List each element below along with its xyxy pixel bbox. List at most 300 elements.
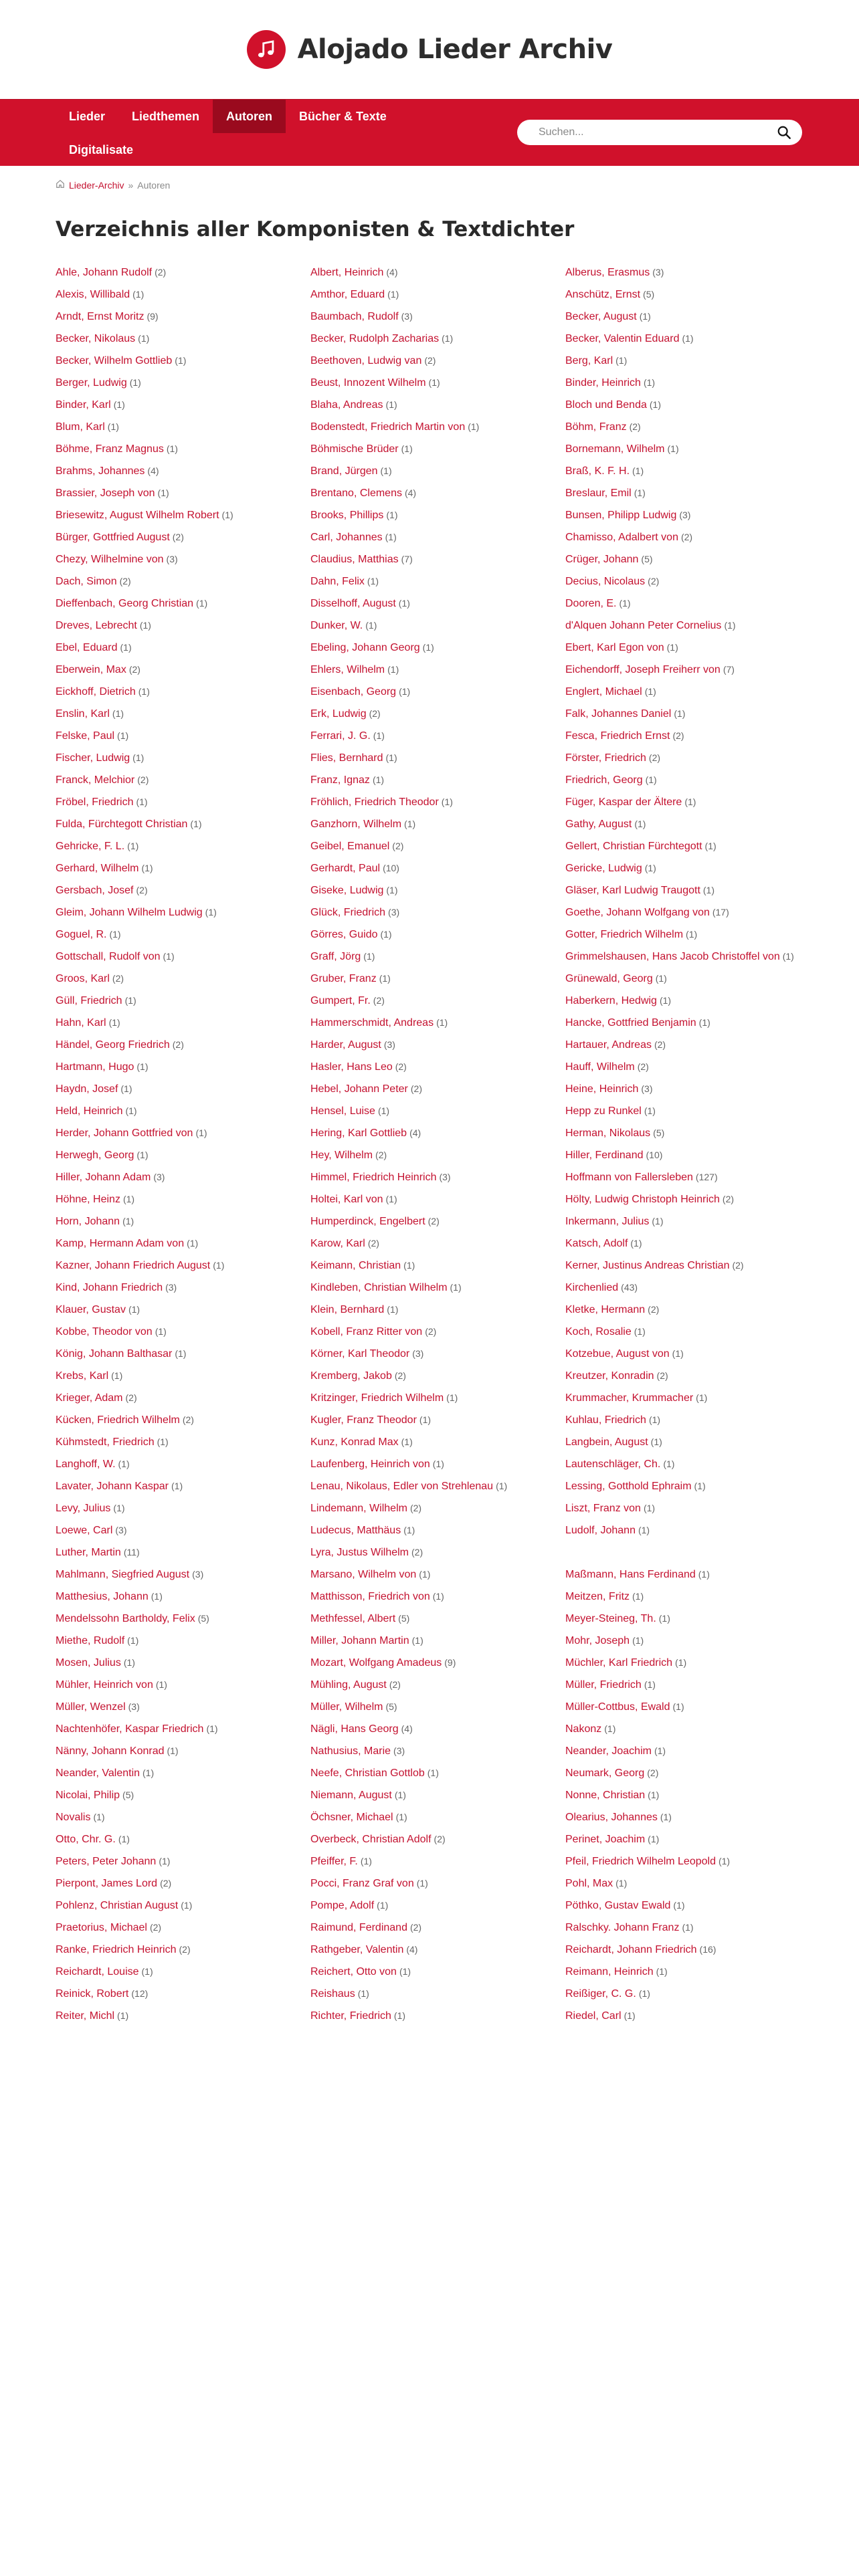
author-link[interactable]: Eickhoff, Dietrich [56,686,136,697]
author-link[interactable]: Meyer-Steineg, Th. [565,1613,656,1624]
author-link[interactable]: Brentano, Clemens [310,488,402,499]
author-link[interactable]: Hancke, Gottfried Benjamin [565,1017,696,1029]
author-link[interactable]: Disselhoff, August [310,598,396,609]
author-link[interactable]: Baumbach, Rudolf [310,311,399,322]
author-link[interactable]: Loewe, Carl [56,1525,113,1536]
author-link[interactable]: Kotzebue, August von [565,1348,670,1360]
author-link[interactable]: Brand, Jürgen [310,465,378,477]
author-link[interactable]: Kletke, Hermann [565,1304,646,1315]
author-link[interactable]: Händel, Georg Friedrich [56,1039,170,1051]
author-link[interactable]: Neumark, Georg [565,1767,645,1779]
author-link[interactable]: Kremberg, Jakob [310,1370,392,1382]
breadcrumb-root-link[interactable]: Lieder-Archiv [69,179,124,191]
author-link[interactable]: Braß, K. F. H. [565,465,630,477]
author-link[interactable]: Lessing, Gotthold Ephraim [565,1481,692,1492]
author-link[interactable]: Pfeil, Friedrich Wilhelm Leopold [565,1856,716,1867]
author-link[interactable]: Meitzen, Fritz [565,1591,630,1602]
author-link[interactable]: König, Johann Balthasar [56,1348,173,1360]
author-link[interactable]: Kreutzer, Konradin [565,1370,654,1382]
author-link[interactable]: Otto, Chr. G. [56,1834,116,1845]
song-count: (2) [395,1061,407,1072]
author-link[interactable]: Methfessel, Albert [310,1613,396,1624]
song-count: (2) [128,664,140,675]
author-link[interactable]: Kritzinger, Friedrich Wilhelm [310,1392,444,1404]
author-link[interactable]: Brooks, Phillips [310,510,384,521]
author-link[interactable]: Mühler, Heinrich von [56,1679,153,1691]
author-link[interactable]: Kobell, Franz Ritter von [310,1326,423,1337]
author-entry [565,950,814,964]
author-link[interactable]: Ganzhorn, Wilhelm [310,819,402,830]
song-count: (1) [718,1856,731,1866]
author-link[interactable]: Franz, Ignaz [310,774,370,786]
author-link[interactable]: Chezy, Wilhelmine von [56,554,164,565]
song-count: (1) [401,443,413,454]
author-link[interactable]: Bornemann, Wilhelm [565,443,665,455]
author-link[interactable]: Hammerschmidt, Andreas [310,1017,434,1029]
song-count: (1) [377,1105,390,1116]
song-count: (2) [373,995,385,1006]
author-entry [56,508,310,522]
author-link[interactable]: Müller, Wilhelm [310,1701,383,1713]
nav-item-digitalisate[interactable]: Digitalisate [69,143,134,156]
author-link[interactable]: Ludecus, Matthäus [310,1525,401,1536]
author-link[interactable]: Gleim, Johann Wilhelm Ludwig [56,907,203,918]
author-link[interactable]: Nonne, Christian [565,1790,646,1801]
author-link[interactable]: Hasler, Hans Leo [310,1061,393,1073]
author-link[interactable]: Peters, Peter Johann [56,1856,157,1867]
author-link[interactable]: Overbeck, Christian Adolf [310,1834,432,1845]
author-link[interactable]: Luther, Martin [56,1547,121,1558]
author-link[interactable]: Hebel, Johann Peter [310,1083,408,1095]
author-link[interactable]: Raimund, Ferdinand [310,1922,407,1933]
author-link[interactable]: Novalis [56,1812,91,1823]
author-link[interactable]: Becker, Valentin Eduard [565,333,680,344]
author-link[interactable]: Nachtenhöfer, Kaspar Friedrich [56,1723,204,1735]
author-link[interactable]: Böhme, Franz Magnus [56,443,164,455]
author-link[interactable]: Enslin, Karl [56,708,110,720]
author-link[interactable]: Ludolf, Johann [565,1525,636,1536]
author-link[interactable]: Hepp zu Runkel [565,1105,642,1117]
author-link[interactable]: Bloch und Benda [565,399,647,411]
author-link[interactable]: Haydn, Josef [56,1083,118,1095]
author-link[interactable]: Briesewitz, August Wilhelm Robert [56,510,219,521]
author-link[interactable]: Blum, Karl [56,421,105,433]
author-link[interactable]: Müller, Friedrich [565,1679,642,1691]
author-link[interactable]: Pohlenz, Christian August [56,1900,179,1911]
author-link[interactable]: Kühmstedt, Friedrich [56,1436,155,1448]
author-link[interactable]: Humperdinck, Engelbert [310,1216,425,1227]
author-link[interactable]: Goethe, Johann Wolfgang von [565,907,710,918]
author-link[interactable]: Eberwein, Max [56,664,126,675]
author-link[interactable]: Franck, Melchior [56,774,135,786]
song-count: (1) [181,1900,193,1911]
author-link[interactable]: Giseke, Ludwig [310,885,384,896]
author-link[interactable]: Lyra, Justus Wilhelm [310,1547,409,1558]
author-link[interactable]: Karow, Karl [310,1238,365,1249]
search-input[interactable] [539,126,775,138]
author-link[interactable]: Gotter, Friedrich Wilhelm [565,929,684,940]
author-link[interactable]: Brassier, Joseph von [56,488,155,499]
author-entry [565,398,814,412]
author-link[interactable]: Ebert, Karl Egon von [565,642,664,653]
author-link[interactable]: Gruber, Franz [310,973,377,984]
author-link[interactable]: Grünewald, Georg [565,973,653,984]
author-link[interactable]: Crüger, Johann [565,554,639,565]
author-link[interactable]: Held, Heinrich [56,1105,123,1117]
author-link[interactable]: Güll, Friedrich [56,995,122,1006]
author-link[interactable]: Mendelssohn Bartholdy, Felix [56,1613,195,1624]
author-link[interactable]: Miethe, Rudolf [56,1635,125,1646]
song-count: (1) [638,1988,650,1999]
author-link[interactable]: Gellert, Christian Fürchtegott [565,841,702,852]
author-link[interactable]: Kugler, Franz Theodor [310,1414,417,1426]
author-link[interactable]: Fröbel, Friedrich [56,796,134,808]
author-link[interactable]: Kerner, Justinus Andreas Christian [565,1260,730,1271]
song-count: (3) [165,1282,177,1293]
author-link[interactable]: Bunsen, Philipp Ludwig [565,510,677,521]
author-link[interactable]: Miller, Johann Martin [310,1635,409,1646]
author-link[interactable]: Ahle, Johann Rudolf [56,267,153,278]
author-link[interactable]: Perinet, Joachim [565,1834,646,1845]
author-link[interactable]: Hoffmann von Fallersleben [565,1172,693,1183]
author-link[interactable]: Dieffenbach, Georg Christian [56,598,194,609]
nav-item-autoren[interactable]: Autoren [213,100,286,133]
author-link[interactable]: Reichardt, Johann Friedrich [565,1944,697,1955]
author-link[interactable]: Müchler, Karl Friedrich [565,1657,673,1669]
author-link[interactable]: Graff, Jörg [310,951,361,962]
author-entry [565,376,814,390]
author-link[interactable]: Matthisson, Friedrich von [310,1591,430,1602]
song-count: (43) [621,1282,638,1293]
author-link[interactable]: Friedrich, Georg [565,774,643,786]
author-link[interactable]: Becker, Nikolaus [56,333,136,344]
author-link[interactable]: Kamp, Hermann Adam von [56,1238,185,1249]
author-link[interactable]: d'Alquen Johann Peter Cornelius [565,620,722,631]
author-link[interactable]: Laufenberg, Heinrich von [310,1459,430,1470]
author-link[interactable]: Felske, Paul [56,730,115,742]
author-entry [56,729,310,743]
nav-item-liedthemen[interactable]: Liedthemen [132,110,200,123]
song-count: (2) [648,576,660,586]
song-count: (4) [386,267,398,278]
author-entry [56,1766,310,1780]
author-entry [310,1876,565,1891]
author-link[interactable]: Krummacher, Krummacher [565,1392,694,1404]
site-title[interactable]: Alojado Lieder Archiv [297,34,613,65]
author-link[interactable]: Pocci, Franz Graf von [310,1878,414,1889]
author-link[interactable]: Kunz, Konrad Max [310,1436,399,1448]
author-link[interactable]: Herwegh, Georg [56,1150,134,1161]
nav-item-bücher-texte[interactable]: Bücher & Texte [299,110,387,123]
author-link[interactable]: Höhne, Heinz [56,1194,120,1205]
author-link[interactable]: Kücken, Friedrich Wilhelm [56,1414,180,1426]
author-link[interactable]: Flies, Bernhard [310,752,383,764]
author-link[interactable]: Mahlmann, Siegfried August [56,1569,190,1580]
author-link[interactable]: Berger, Ludwig [56,377,127,389]
author-link[interactable]: Fischer, Ludwig [56,752,130,764]
author-link[interactable]: Dooren, E. [565,598,617,609]
song-count: (1) [385,1194,397,1204]
author-link[interactable]: Neander, Valentin [56,1767,140,1779]
author-link[interactable]: Reishaus [310,1988,355,2000]
author-entry [56,905,310,920]
author-entry [565,486,814,500]
author-link[interactable]: Binder, Karl [56,399,111,411]
author-link[interactable]: Goguel, R. [56,929,107,940]
author-link[interactable]: Lautenschläger, Ch. [565,1459,661,1470]
author-link[interactable]: Nakonz [565,1723,602,1735]
author-link[interactable]: Haberkern, Hedwig [565,995,657,1006]
author-link[interactable]: Kobbe, Theodor von [56,1326,153,1337]
author-link[interactable]: Alberus, Erasmus [565,267,650,278]
author-link[interactable]: Praetorius, Michael [56,1922,147,1933]
author-link[interactable]: Förster, Friedrich [565,752,646,764]
author-link[interactable]: Mühling, August [310,1679,387,1691]
author-link[interactable]: Hauff, Wilhelm [565,1061,635,1073]
author-link[interactable]: Anschütz, Ernst [565,289,641,300]
author-link[interactable]: Nathusius, Marie [310,1745,391,1757]
author-entry [310,1854,565,1868]
nav-item-lieder[interactable]: Lieder [69,110,106,123]
author-link[interactable]: Hey, Wilhelm [310,1150,373,1161]
music-note-icon[interactable] [247,30,286,69]
author-link[interactable]: Richter, Friedrich [310,2010,391,2022]
author-link[interactable]: Hering, Karl Gottlieb [310,1128,407,1139]
author-entry [310,464,565,478]
author-link[interactable]: Gumpert, Fr. [310,995,371,1006]
author-entry [565,994,814,1008]
author-link[interactable]: Carl, Johannes [310,532,383,543]
author-link[interactable]: Nägli, Hans Georg [310,1723,399,1735]
author-link[interactable]: Hartmann, Hugo [56,1061,134,1073]
author-entry [56,2009,310,2023]
author-link[interactable]: Heine, Heinrich [565,1083,639,1095]
author-entry [565,1303,814,1317]
author-link[interactable]: Reißiger, C. G. [565,1988,636,2000]
author-link[interactable]: Dunker, W. [310,620,363,631]
author-link[interactable]: Breslaur, Emil [565,488,632,499]
author-link[interactable]: Keimann, Christian [310,1260,401,1271]
song-count: (2) [424,355,436,366]
song-count: (1) [419,1414,432,1425]
search-icon[interactable] [775,124,793,141]
author-link[interactable]: Gathy, August [565,819,632,830]
author-link[interactable]: Reichardt, Louise [56,1966,139,1977]
author-link[interactable]: Ebel, Eduard [56,642,118,653]
author-link[interactable]: Olearius, Johannes [565,1812,658,1823]
author-link[interactable]: Neefe, Christian Gottlob [310,1767,425,1779]
author-link[interactable]: Kind, Johann Friedrich [56,1282,163,1293]
author-link[interactable]: Mosen, Julius [56,1657,121,1669]
author-link[interactable]: Levy, Julius [56,1503,111,1514]
author-link[interactable]: Böhmische Brüder [310,443,399,455]
author-link[interactable]: Klauer, Gustav [56,1304,126,1315]
author-link[interactable]: Nicolai, Philip [56,1790,120,1801]
author-link[interactable]: Kuhlau, Friedrich [565,1414,646,1426]
author-link[interactable]: Krieger, Adam [56,1392,123,1404]
author-link[interactable]: Ehlers, Wilhelm [310,664,385,675]
author-link[interactable]: Bürger, Gottfried August [56,532,170,543]
author-link[interactable]: Pompe, Adolf [310,1900,375,1911]
author-link[interactable]: Niemann, August [310,1790,392,1801]
author-link[interactable]: Falk, Johannes Daniel [565,708,672,720]
author-link[interactable]: Kindleben, Christian Wilhelm [310,1282,448,1293]
author-link[interactable]: Ebeling, Johann Georg [310,642,420,653]
author-link[interactable]: Lindemann, Wilhelm [310,1503,407,1514]
author-link[interactable]: Hiller, Johann Adam [56,1172,151,1183]
song-count: (2) [179,1944,191,1955]
author-link[interactable]: Gottschall, Rudolf von [56,951,161,962]
song-count: (2) [367,1238,379,1249]
author-link[interactable]: Erk, Ludwig [310,708,367,720]
author-link[interactable]: Horn, Johann [56,1216,120,1227]
author-entry [56,1700,310,1714]
author-link[interactable]: Fulda, Fürchtegott Christian [56,819,188,830]
author-link[interactable]: Gerhard, Wilhelm [56,863,139,874]
author-link[interactable]: Hartauer, Andreas [565,1039,652,1051]
author-link[interactable]: Englert, Michael [565,686,642,697]
song-count: (2) [409,1922,422,1933]
author-link[interactable]: Görres, Guido [310,929,378,940]
author-link[interactable]: Gehricke, F. L. [56,841,125,852]
author-link[interactable]: Pfeiffer, F. [310,1856,358,1867]
author-link[interactable]: Dach, Simon [56,576,117,587]
author-entry [310,398,565,412]
author-link[interactable]: Pierpont, James Lord [56,1878,158,1889]
author-link[interactable]: Albert, Heinrich [310,267,384,278]
author-link[interactable]: Lavater, Johann Kaspar [56,1481,169,1492]
author-link[interactable]: Krebs, Karl [56,1370,109,1382]
author-link[interactable]: Maßmann, Hans Ferdinand [565,1569,696,1580]
author-link[interactable]: Dahn, Felix [310,576,365,587]
author-entry [565,1259,814,1273]
author-link[interactable]: Decius, Nicolaus [565,576,646,587]
author-entry [565,817,814,831]
author-link[interactable]: Gerhardt, Paul [310,863,381,874]
author-link[interactable]: Pöthko, Gustav Ewald [565,1900,671,1911]
author-link[interactable]: Becker, August [565,311,637,322]
author-link[interactable]: Gericke, Ludwig [565,863,642,874]
author-link[interactable]: Ferrari, J. G. [310,730,371,742]
author-entry [56,354,310,368]
author-link[interactable]: Reinick, Robert [56,1988,129,2000]
author-link[interactable]: Arndt, Ernst Moritz [56,311,145,322]
author-link[interactable]: Inkermann, Julius [565,1216,650,1227]
author-link[interactable]: Nänny, Johann Konrad [56,1745,165,1757]
author-link[interactable]: Alexis, Willibald [56,289,130,300]
song-count: (12) [131,1988,149,1999]
author-link[interactable]: Grimmelshausen, Hans Jacob Christoffel von [565,951,780,962]
author-link[interactable]: Rathgeber, Valentin [310,1944,404,1955]
author-link[interactable]: Blaha, Andreas [310,399,383,411]
author-link[interactable]: Glück, Friedrich [310,907,386,918]
author-link[interactable]: Langbein, August [565,1436,648,1448]
author-link[interactable]: Brahms, Johannes [56,465,145,477]
author-link[interactable]: Marsano, Wilhelm von [310,1569,417,1580]
author-link[interactable]: Hölty, Ludwig Christoph Heinrich [565,1194,720,1205]
author-link[interactable]: Gersbach, Josef [56,885,134,896]
author-link[interactable]: Harder, August [310,1039,381,1051]
author-entry [565,1899,814,1913]
author-entry [310,1943,565,1957]
author-link[interactable]: Langhoff, W. [56,1459,116,1470]
song-count: (1) [127,1635,139,1646]
author-link[interactable]: Fröhlich, Friedrich Theodor [310,796,439,808]
author-link[interactable]: Liszt, Franz von [565,1503,641,1514]
author-link[interactable]: Holtei, Karl von [310,1194,383,1205]
author-link[interactable]: Böhm, Franz [565,421,627,433]
author-link[interactable]: Koch, Rosalie [565,1326,632,1337]
song-count: (1) [206,1723,218,1734]
author-link[interactable]: Gläser, Karl Ludwig Traugott [565,885,700,896]
author-entry [565,1965,814,1979]
author-link[interactable]: Ralschky. Johann Franz [565,1922,680,1933]
author-link[interactable]: Amthor, Eduard [310,289,385,300]
author-link[interactable]: Becker, Wilhelm Gottlieb [56,355,173,366]
site-header [0,0,859,99]
author-link[interactable]: Hiller, Ferdinand [565,1150,644,1161]
song-count: (4) [406,1944,418,1955]
author-link[interactable]: Berg, Karl [565,355,613,366]
author-link[interactable]: Reichert, Otto von [310,1966,397,1977]
author-link[interactable]: Körner, Karl Theodor [310,1348,410,1360]
author-link[interactable]: Becker, Rudolph Zacharias [310,333,440,344]
author-link[interactable]: Kazner, Johann Friedrich August [56,1260,211,1271]
author-link[interactable]: Groos, Karl [56,973,110,984]
author-link[interactable]: Chamisso, Adalbert von [565,532,678,543]
author-link[interactable]: Öchsner, Michael [310,1812,393,1823]
author-link[interactable]: Mozart, Wolfgang Amadeus [310,1657,442,1669]
song-count: (2) [409,1503,422,1513]
author-link[interactable]: Ranke, Friedrich Heinrich [56,1944,177,1955]
song-count: (1) [644,686,656,697]
author-link[interactable]: Claudius, Matthias [310,554,399,565]
author-link[interactable]: Lenau, Nikolaus, Edler von Strehlenau [310,1481,494,1492]
author-link[interactable]: Kirchenlied [565,1282,619,1293]
author-entry [56,1060,310,1074]
author-link[interactable]: Müller, Wenzel [56,1701,126,1713]
author-link[interactable]: Bodenstedt, Friedrich Martin von [310,421,466,433]
author-link[interactable]: Herman, Nikolaus [565,1128,651,1139]
author-link[interactable]: Füger, Kaspar der Ältere [565,796,682,808]
author-link[interactable]: Pohl, Max [565,1878,613,1889]
author-link[interactable]: Herder, Johann Gottfried von [56,1128,193,1139]
song-count: (3) [401,311,413,322]
author-link[interactable]: Mohr, Joseph [565,1635,630,1646]
author-link[interactable]: Hahn, Karl [56,1017,106,1029]
author-link[interactable]: Reiter, Michl [56,2010,115,2022]
author-link[interactable]: Binder, Heinrich [565,377,641,389]
author-link[interactable]: Geibel, Emanuel [310,841,390,852]
author-link[interactable]: Matthesius, Johann [56,1591,149,1602]
author-link[interactable]: Eichendorff, Joseph Freiherr von [565,664,721,675]
author-link[interactable]: Eisenbach, Georg [310,686,397,697]
song-count: (1) [363,951,375,962]
author-link[interactable]: Reimann, Heinrich [565,1966,654,1977]
author-link[interactable]: Müller-Cottbus, Ewald [565,1701,670,1713]
author-link[interactable]: Beust, Innozent Wilhelm [310,377,426,389]
author-link[interactable]: Dreves, Lebrecht [56,620,137,631]
author-link[interactable]: Klein, Bernhard [310,1304,385,1315]
author-link[interactable]: Himmel, Friedrich Heinrich [310,1172,437,1183]
author-link[interactable]: Katsch, Adolf [565,1238,628,1249]
author-link[interactable]: Fesca, Friedrich Ernst [565,730,670,742]
author-link[interactable]: Beethoven, Ludwig van [310,355,422,366]
author-link[interactable]: Hensel, Luise [310,1105,375,1117]
author-link[interactable]: Riedel, Carl [565,2010,622,2022]
author-link[interactable]: Neander, Joachim [565,1745,652,1757]
author-entry [56,1369,310,1383]
